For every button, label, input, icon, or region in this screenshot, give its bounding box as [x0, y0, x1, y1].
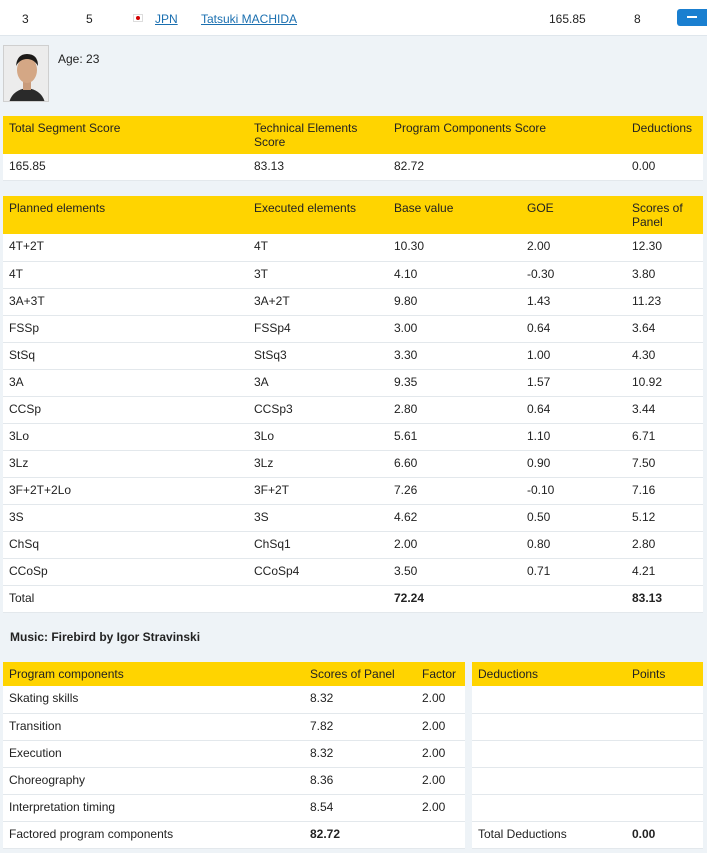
planned-element: 4T+2T [3, 234, 248, 261]
base-value: 3.00 [388, 315, 521, 342]
header-total-segment-score: Total Segment Score [3, 116, 248, 154]
base-value: 4.62 [388, 504, 521, 531]
panel-score: 12.30 [626, 234, 703, 261]
music-label: Music: Firebird by Igor Stravinski [10, 630, 201, 644]
goe: 0.90 [521, 450, 626, 477]
panel-score: 3.80 [626, 261, 703, 288]
planned-element: 3A+3T [3, 288, 248, 315]
goe: 0.64 [521, 396, 626, 423]
program-components-score: 82.72 [388, 154, 626, 180]
header-program-components-score: Program Components Score [388, 116, 626, 154]
factored-components-factor [416, 821, 465, 848]
goe: 0.64 [521, 315, 626, 342]
japan-flag-icon [133, 14, 143, 22]
component-factor: 2.00 [416, 686, 465, 713]
base-value: 4.10 [388, 261, 521, 288]
table-row [3, 767, 465, 794]
panel-score: 3.44 [626, 396, 703, 423]
header-planned-elements: Planned elements [3, 196, 248, 234]
total-goe [521, 585, 626, 612]
goe: 0.71 [521, 558, 626, 585]
skater-position: 8 [634, 12, 641, 26]
planned-element: 3Lz [3, 450, 248, 477]
deductions-value: 0.00 [626, 154, 703, 180]
start-number: 5 [86, 12, 93, 26]
component-score: 8.32 [304, 686, 416, 713]
base-value: 10.30 [388, 234, 521, 261]
goe: 0.80 [521, 531, 626, 558]
planned-element: CCoSp [3, 558, 248, 585]
goe: 2.00 [521, 234, 626, 261]
executed-element: FSSp4 [248, 315, 388, 342]
header-scores-of-panel: Scores of Panel [626, 196, 703, 234]
executed-element: 3T [248, 261, 388, 288]
table-row [3, 740, 465, 767]
table-row [3, 342, 703, 369]
program-components-table [3, 662, 465, 849]
table-row [3, 504, 703, 531]
panel-score: 10.92 [626, 369, 703, 396]
base-value: 9.35 [388, 369, 521, 396]
components-total-row [3, 821, 465, 848]
panel-score: 4.21 [626, 558, 703, 585]
deduction-points [626, 767, 703, 794]
component-factor: 2.00 [416, 740, 465, 767]
panel-score: 7.50 [626, 450, 703, 477]
avatar [3, 45, 49, 102]
table-row [3, 531, 703, 558]
base-value: 7.26 [388, 477, 521, 504]
table-row [472, 740, 703, 767]
technical-elements-score: 83.13 [248, 154, 388, 180]
panel-score: 2.80 [626, 531, 703, 558]
age-label: Age: 23 [58, 52, 100, 66]
panel-score: 4.30 [626, 342, 703, 369]
goe: -0.30 [521, 261, 626, 288]
component-name: Interpretation timing [3, 794, 304, 821]
table-row [472, 794, 703, 821]
executed-element: 3A+2T [248, 288, 388, 315]
collapse-button[interactable] [677, 9, 707, 26]
planned-element: StSq [3, 342, 248, 369]
skater-photo-icon [4, 46, 49, 102]
executed-element: 3A [248, 369, 388, 396]
panel-score: 11.23 [626, 288, 703, 315]
skater-name-link[interactable]: Tatsuki MACHIDA [201, 12, 298, 26]
total-deductions-value: 0.00 [626, 821, 703, 848]
base-value: 6.60 [388, 450, 521, 477]
table-row [3, 794, 465, 821]
table-row [3, 558, 703, 585]
component-name: Execution [3, 740, 304, 767]
header-technical-elements-score: Technical Elements Score [248, 116, 388, 154]
table-row [3, 396, 703, 423]
header-points: Points [626, 662, 703, 686]
country-link[interactable]: JPN [155, 12, 178, 26]
total-executed [248, 585, 388, 612]
header-components-scores-of-panel: Scores of Panel [304, 662, 416, 686]
header-deductions-list: Deductions [472, 662, 626, 686]
planned-element: FSSp [3, 315, 248, 342]
factored-components-value: 82.72 [304, 821, 416, 848]
header-goe: GOE [521, 196, 626, 234]
component-score: 8.36 [304, 767, 416, 794]
deductions-table [472, 662, 703, 849]
component-name: Transition [3, 713, 304, 740]
factored-components-label: Factored program components [3, 821, 304, 848]
header-program-components: Program components [3, 662, 304, 686]
component-factor: 2.00 [416, 767, 465, 794]
planned-element: 3A [3, 369, 248, 396]
deduction-name [472, 794, 626, 821]
table-row [472, 686, 703, 713]
elements-total-row [3, 585, 703, 612]
header-factor: Factor [416, 662, 465, 686]
base-value: 9.80 [388, 288, 521, 315]
skater-score: 165.85 [549, 12, 586, 26]
base-value: 5.61 [388, 423, 521, 450]
header-deductions: Deductions [626, 116, 703, 154]
table-row [3, 369, 703, 396]
header-executed-elements: Executed elements [248, 196, 388, 234]
planned-element: 3F+2T+2Lo [3, 477, 248, 504]
table-row [3, 261, 703, 288]
deduction-name [472, 767, 626, 794]
table-row [3, 477, 703, 504]
component-name: Skating skills [3, 686, 304, 713]
elements-table [3, 196, 703, 613]
component-factor: 2.00 [416, 713, 465, 740]
panel-score: 7.16 [626, 477, 703, 504]
base-value: 3.30 [388, 342, 521, 369]
goe: 1.00 [521, 342, 626, 369]
table-row [3, 450, 703, 477]
total-label: Total [3, 585, 248, 612]
executed-element: StSq3 [248, 342, 388, 369]
rank: 3 [22, 12, 29, 26]
summary-table [3, 116, 703, 181]
table-row [472, 713, 703, 740]
component-score: 8.32 [304, 740, 416, 767]
goe: 0.50 [521, 504, 626, 531]
planned-element: 4T [3, 261, 248, 288]
planned-element: CCSp [3, 396, 248, 423]
goe: 1.10 [521, 423, 626, 450]
table-row [3, 315, 703, 342]
panel-score: 6.71 [626, 423, 703, 450]
executed-element: 3Lz [248, 450, 388, 477]
planned-element: 3Lo [3, 423, 248, 450]
base-value: 2.00 [388, 531, 521, 558]
total-deductions-label: Total Deductions [472, 821, 626, 848]
table-row [3, 713, 465, 740]
table-row [3, 686, 465, 713]
component-name: Choreography [3, 767, 304, 794]
goe: 1.57 [521, 369, 626, 396]
component-score: 8.54 [304, 794, 416, 821]
panel-score: 5.12 [626, 504, 703, 531]
executed-element: 3Lo [248, 423, 388, 450]
executed-element: ChSq1 [248, 531, 388, 558]
executed-element: CCoSp4 [248, 558, 388, 585]
deduction-points [626, 740, 703, 767]
planned-element: 3S [3, 504, 248, 531]
table-row [472, 767, 703, 794]
table-row [3, 234, 703, 261]
deduction-points [626, 794, 703, 821]
executed-element: 3F+2T [248, 477, 388, 504]
panel-score: 3.64 [626, 315, 703, 342]
deductions-total-row [472, 821, 703, 848]
total-base-value: 72.24 [388, 585, 521, 612]
deduction-name [472, 686, 626, 713]
base-value: 3.50 [388, 558, 521, 585]
deduction-points [626, 713, 703, 740]
deduction-name [472, 740, 626, 767]
executed-element: 3S [248, 504, 388, 531]
deduction-name [472, 713, 626, 740]
deduction-points [626, 686, 703, 713]
total-segment-score: 165.85 [3, 154, 248, 180]
component-score: 7.82 [304, 713, 416, 740]
executed-element: CCSp3 [248, 396, 388, 423]
base-value: 2.80 [388, 396, 521, 423]
goe: 1.43 [521, 288, 626, 315]
component-factor: 2.00 [416, 794, 465, 821]
executed-element: 4T [248, 234, 388, 261]
header-base-value: Base value [388, 196, 521, 234]
table-row [3, 288, 703, 315]
goe: -0.10 [521, 477, 626, 504]
total-panel-score: 83.13 [626, 585, 703, 612]
planned-element: ChSq [3, 531, 248, 558]
skater-row [0, 0, 707, 36]
table-row [3, 423, 703, 450]
